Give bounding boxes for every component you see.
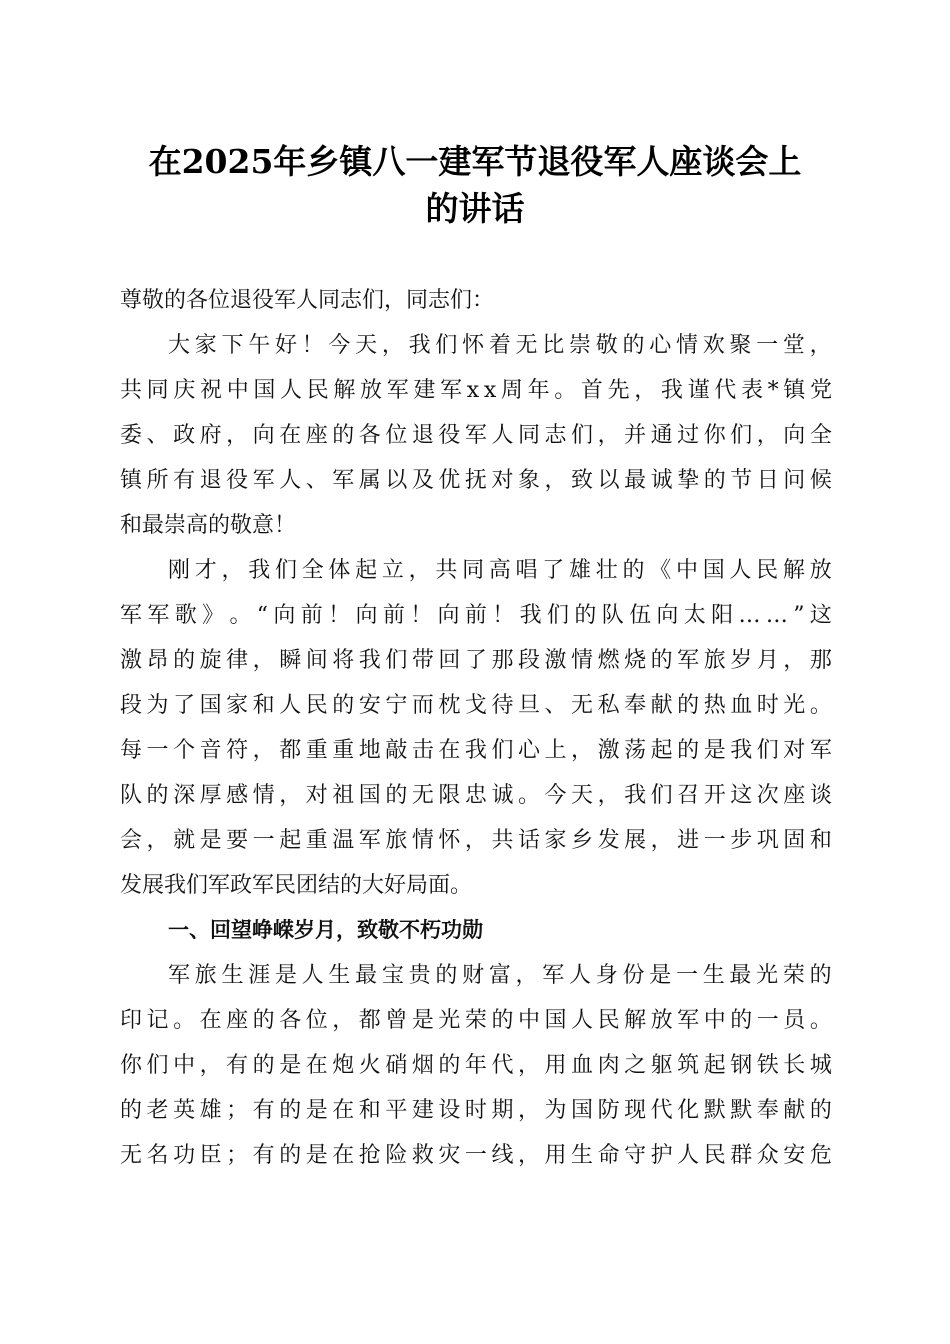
- paragraph-line: 每 一 个 音 符 ， 都 重 重 地 敲 击 在 我 们 心 上 ， 激 荡 起 的 是 我 们 对 军: [120, 738, 832, 763]
- paragraph-line: 印 记 。 在 座 的 各 位 ， 都 曾 是 光 荣 的 中 国 人 民 解 放 军 中 的 一 员 。: [120, 1008, 832, 1033]
- paragraph-line: 大 家 下 午 好 ！ 今 天 ， 我 们 怀 着 无 比 崇 敬 的 心 情 欢 聚 一 堂 ，: [168, 333, 832, 358]
- paragraph-line: 队 的 深 厚 感 情 ， 对 祖 国 的 无 限 忠 诚 。 今 天 ， 我 们 召 开 这 次 座 谈: [120, 783, 832, 808]
- paragraph-line: 军 旅 生 涯 是 人 生 最 宝 贵 的 财 富 ， 军 人 身 份 是 一 生 最 光 荣 的: [168, 963, 832, 988]
- salutation: 尊敬的各位退役军人同志们，同志们：: [120, 288, 495, 313]
- document-title: [100, 138, 850, 232]
- paragraph-line: 委 、 政 府 ， 向 在 座 的 各 位 退 役 军 人 同 志 们 ， 并 通 过 你 们 ， 向 全: [120, 423, 832, 448]
- title-line-2: 的讲话: [425, 189, 525, 228]
- paragraph-line: 无 名 功 臣 ； 有 的 是 在 抢 险 救 灾 一 线 ， 用 生 命 守 护 人 民 群 众 安 危: [120, 1143, 832, 1168]
- paragraph-line: 的 老 英 雄 ； 有 的 是 在 和 平 建 设 时 期 ， 为 国 防 现 代 化 默 默 奉 献 的: [120, 1098, 832, 1123]
- paragraph-line: 段 为 了 国 家 和 人 民 的 安 宁 而 枕 戈 待 旦 、 无 私 奉 献 的 热 血 时 光 。: [120, 693, 832, 718]
- paragraph-line: 军 军 歌 》 。 “ 向 前 ！ 向 前 ！ 向 前 ！ 我 们 的 队 伍 向 太 阳 … … ” 这: [120, 603, 832, 628]
- paragraph-line: 发展我们军政军民团结的大好局面。: [120, 873, 473, 898]
- paragraph-line: 你 们 中 ， 有 的 是 在 炮 火 硝 烟 的 年 代 ， 用 血 肉 之 躯 筑 起 钢 铁 长 城: [120, 1053, 832, 1078]
- paragraph-line: 和最崇高的敬意！: [120, 513, 297, 538]
- paragraph-line: 镇 所 有 退 役 军 人 、 军 属 以 及 优 抚 对 象 ， 致 以 最 诚 挚 的 节 日 问 候: [120, 468, 832, 493]
- paragraph-line: 共 同 庆 祝 中 国 人 民 解 放 军 建 军 x x 周 年 。 首 先 ， 我 谨 代 表 * 镇 党: [120, 378, 832, 403]
- title-line-1: 在2025年乡镇八一建军节退役军人座谈会上: [148, 142, 802, 181]
- document-body: [120, 278, 832, 1178]
- section-heading: 一、回望峥嵘岁月，致敬不朽功勋: [168, 918, 483, 942]
- paragraph-line: 刚 才 ， 我 们 全 体 起 立 ， 共 同 高 唱 了 雄 壮 的 《 中 国 人 民 解 放: [168, 558, 832, 583]
- paragraph-line: 激 昂 的 旋 律 ， 瞬 间 将 我 们 带 回 了 那 段 激 情 燃 烧 的 军 旅 岁 月 ， 那: [120, 648, 832, 673]
- paragraph-line: 会 ， 就 是 要 一 起 重 温 军 旅 情 怀 ， 共 话 家 乡 发 展 ， 进 一 步 巩 固 和: [120, 828, 832, 853]
